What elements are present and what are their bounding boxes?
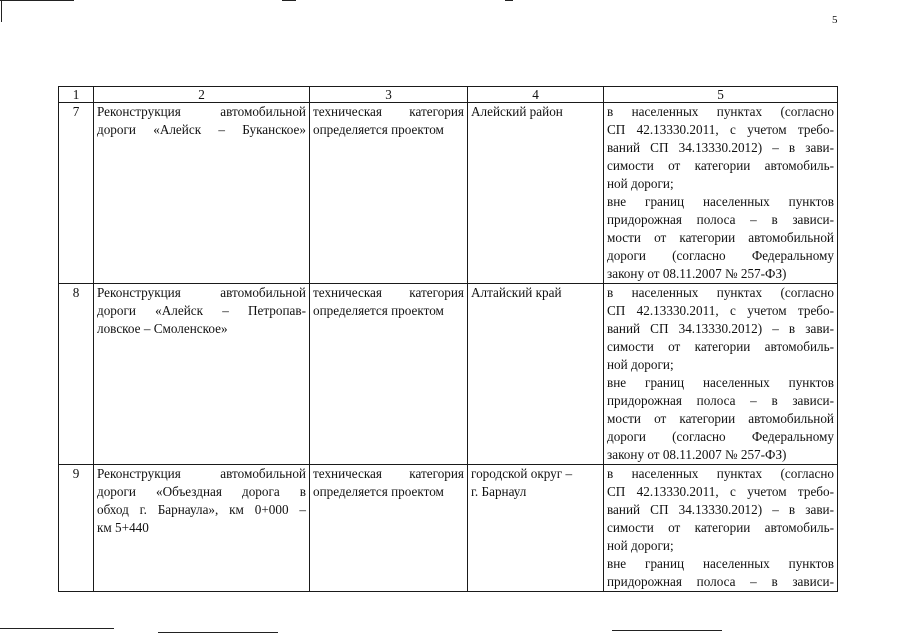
text-line: определяется проектом: [313, 303, 444, 318]
text-line: придорожная полоса – в зависи-: [607, 212, 834, 227]
text-line: обход г. Барнаула», км 0+000 –: [97, 502, 306, 517]
text-line: ваний СП 34.13330.2012) – в зави-: [607, 502, 834, 517]
scan-edge-line-bottom-left: [0, 628, 114, 629]
column-header-2: 2: [94, 87, 310, 103]
text-line: симости от категории автомобиль-: [607, 339, 834, 354]
text-line: СП 42.13330.2011, с учетом требо-: [607, 122, 834, 137]
text-line: в населенных пунктах (согласно: [607, 285, 834, 300]
row-number: 8: [59, 284, 94, 465]
row-number: 7: [59, 103, 94, 284]
text-line: Алтайский край: [471, 285, 562, 300]
scan-edge-line-bottom-mid: [158, 632, 278, 633]
text-line: дороги (согласно Федеральному: [607, 248, 834, 263]
text-line: ловское – Смоленское»: [97, 321, 228, 336]
text-line: закону от 08.11.2007 № 257-ФЗ): [607, 447, 787, 462]
text-line: определяется проектом: [313, 122, 444, 137]
project-name-cell: [94, 103, 310, 284]
text-line: дороги «Алейск – Буканское»: [97, 122, 306, 137]
text-line: СП 42.13330.2011, с учетом требо-: [607, 484, 834, 499]
scan-edge-line-top-left: [0, 0, 74, 1]
text-line: г. Барнаул: [471, 484, 527, 499]
text-line: вне границ населенных пунктов: [607, 556, 834, 571]
page-number: 5: [832, 14, 838, 26]
text-line: дороги «Объездная дорога в: [97, 484, 306, 499]
text-line: симости от категории автомобиль-: [607, 520, 834, 535]
text-line: Алейский район: [471, 104, 563, 119]
location-cell: [468, 284, 604, 465]
text-line: придорожная полоса – в зависи-: [607, 393, 834, 408]
column-header-5: 5: [604, 87, 838, 103]
project-name-cell: [94, 465, 310, 592]
column-header-3: 3: [310, 87, 468, 103]
category-cell: [310, 284, 468, 465]
scan-edge-line-top-right: [505, 0, 513, 1]
text-line: в населенных пунктах (согласно: [607, 104, 834, 119]
location-cell: [468, 465, 604, 592]
document-table: [58, 86, 838, 592]
row-number: 9: [59, 465, 94, 592]
text-line: техническая категория: [313, 104, 464, 119]
text-line: вне границ населенных пунктов: [607, 194, 834, 209]
text-line: придорожная полоса – в зависи-: [607, 574, 834, 589]
text-line: ваний СП 34.13330.2012) – в зави-: [607, 321, 834, 336]
column-header-4: 4: [468, 87, 604, 103]
text-line: СП 42.13330.2011, с учетом требо-: [607, 303, 834, 318]
text-line: Реконструкция автомобильной: [97, 285, 306, 300]
zone-cell: [604, 103, 838, 284]
text-line: мости от категории автомобильной: [607, 411, 834, 426]
table-row: [59, 103, 838, 284]
text-line: определяется проектом: [313, 484, 444, 499]
category-cell: [310, 465, 468, 592]
column-header-1: 1: [59, 87, 94, 103]
scan-edge-line-bottom-right: [612, 630, 722, 631]
text-line: симости от категории автомобиль-: [607, 158, 834, 173]
text-line: ной дороги;: [607, 176, 674, 191]
table-row: [59, 465, 838, 592]
text-line: дороги (согласно Федеральному: [607, 429, 834, 444]
text-line: ной дороги;: [607, 357, 674, 372]
text-line: км 5+440: [97, 520, 149, 535]
table-row: [59, 284, 838, 465]
text-line: техническая категория: [313, 285, 464, 300]
text-line: в населенных пунктах (согласно: [607, 466, 834, 481]
scan-edge-line-top-mid: [282, 0, 296, 1]
text-line: ваний СП 34.13330.2012) – в зави-: [607, 140, 834, 155]
category-cell: [310, 103, 468, 284]
project-name-cell: [94, 284, 310, 465]
text-line: закону от 08.11.2007 № 257-ФЗ): [607, 266, 787, 281]
zone-cell: [604, 284, 838, 465]
table-header-row: [59, 87, 838, 103]
text-line: Реконструкция автомобильной: [97, 466, 306, 481]
scan-edge-line-left: [1, 0, 2, 22]
text-line: ной дороги;: [607, 538, 674, 553]
text-line: вне границ населенных пунктов: [607, 375, 834, 390]
location-cell: [468, 103, 604, 284]
text-line: дороги «Алейск – Петропав-: [97, 303, 306, 318]
zone-cell: [604, 465, 838, 592]
text-line: городской округ –: [471, 466, 573, 481]
text-line: мости от категории автомобильной: [607, 230, 834, 245]
text-line: Реконструкция автомобильной: [97, 104, 306, 119]
text-line: техническая категория: [313, 466, 464, 481]
